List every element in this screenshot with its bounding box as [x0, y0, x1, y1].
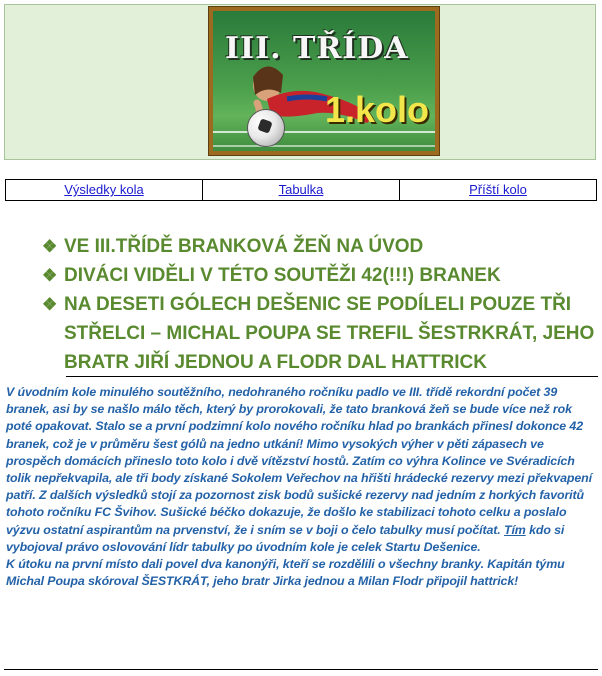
diamond-bullet-icon: ❖	[42, 266, 58, 285]
nav-link-next-round[interactable]: Příští kolo	[469, 182, 527, 197]
diamond-bullet-icon: ❖	[42, 295, 58, 314]
article-text: V úvodním kole minulého soutěžního, nedohraného ročníku padlo ve III. třídě rekordní počet 39 branek, asi by se našlo málo těch, který by prorokovali, že tato branková žeň se bude více než rok poté opakovat. Stalo se a první podzimní kolo nového ročníku hlad po brankách přinesl dokonce 42 branek, což je v průměru šest gólů na jedno utkání! Mimo vysokých výher v pěti zápasech ve prospěch domácích přineslo toto kolo i dvě vítězství hostů. Zatím co výhra Kolince ve Svéradicích tolik nepřekvapila, ale tři body získané Sokolem Veřechov na hřišti hrádecké rezervy mezi překvapení patří. Z dalších výsledků stojí za pozornost zisk bodů sušické rezervy nad jedním z horkých favoritů tohoto ročníku FC Švihov. Sušické béčko dokazuje, že došlo ke stabilizaci tohoto celku a poslalo výzvu ostatní aspirantům na prvenství, že i sním se v boji o čelo tabulky musí počítat.	[6, 385, 592, 537]
article-paragraph	[6, 384, 596, 556]
diamond-bullet-icon: ❖	[42, 237, 58, 256]
headline-item	[42, 290, 598, 377]
headline-item	[42, 261, 598, 290]
headline-item	[42, 232, 598, 261]
page-header	[4, 4, 596, 160]
divider	[4, 669, 598, 670]
banner-image	[209, 7, 439, 155]
nav-bar	[5, 179, 597, 201]
headline-text: NA DESETI GÓLECH DEŠENIC SE PODÍLELI POUZE TŘI STŘELCI – MICHAL POUPA SE TREFIL ŠESTRKRÁT, JEHO BRATR JIŘÍ JEDNOU A FLODR DAL HATTRICK	[64, 294, 595, 373]
divider	[66, 376, 598, 377]
article-paragraph: K útoku na první místo dali povel dva kanonýři, kteří se rozdělili o všechny branky. Kapitán týmu Michal Poupa skóroval ŠESTKRÁT, jeho bratr Jirka jednou a Milan Flodr připojil hattrick!	[6, 557, 565, 589]
field-line	[213, 145, 435, 147]
banner-title: III. TŘÍDA	[225, 31, 409, 66]
banner-subtitle: 1.kolo	[325, 89, 430, 130]
headline-text: DIVÁCI VIDĚLI V TÉTO SOUTĚŽI 42(!!!) BRANEK	[64, 265, 501, 286]
headline-list	[42, 232, 598, 377]
article-body	[6, 384, 596, 590]
headline-text: VE III.TŘÍDĚ BRANKOVÁ ŽEŇ NA ÚVOD	[64, 236, 424, 257]
nav-link-results[interactable]: Výsledky kola	[6, 180, 203, 200]
article-text: kdo si vybojoval právo oslovování lídr tabulky po úvodním kole je celek Startu Dešenice.	[6, 522, 565, 554]
football-icon	[247, 109, 285, 147]
article-link[interactable]: Tím	[503, 522, 526, 537]
nav-link-table[interactable]: Tabulka	[203, 180, 400, 200]
